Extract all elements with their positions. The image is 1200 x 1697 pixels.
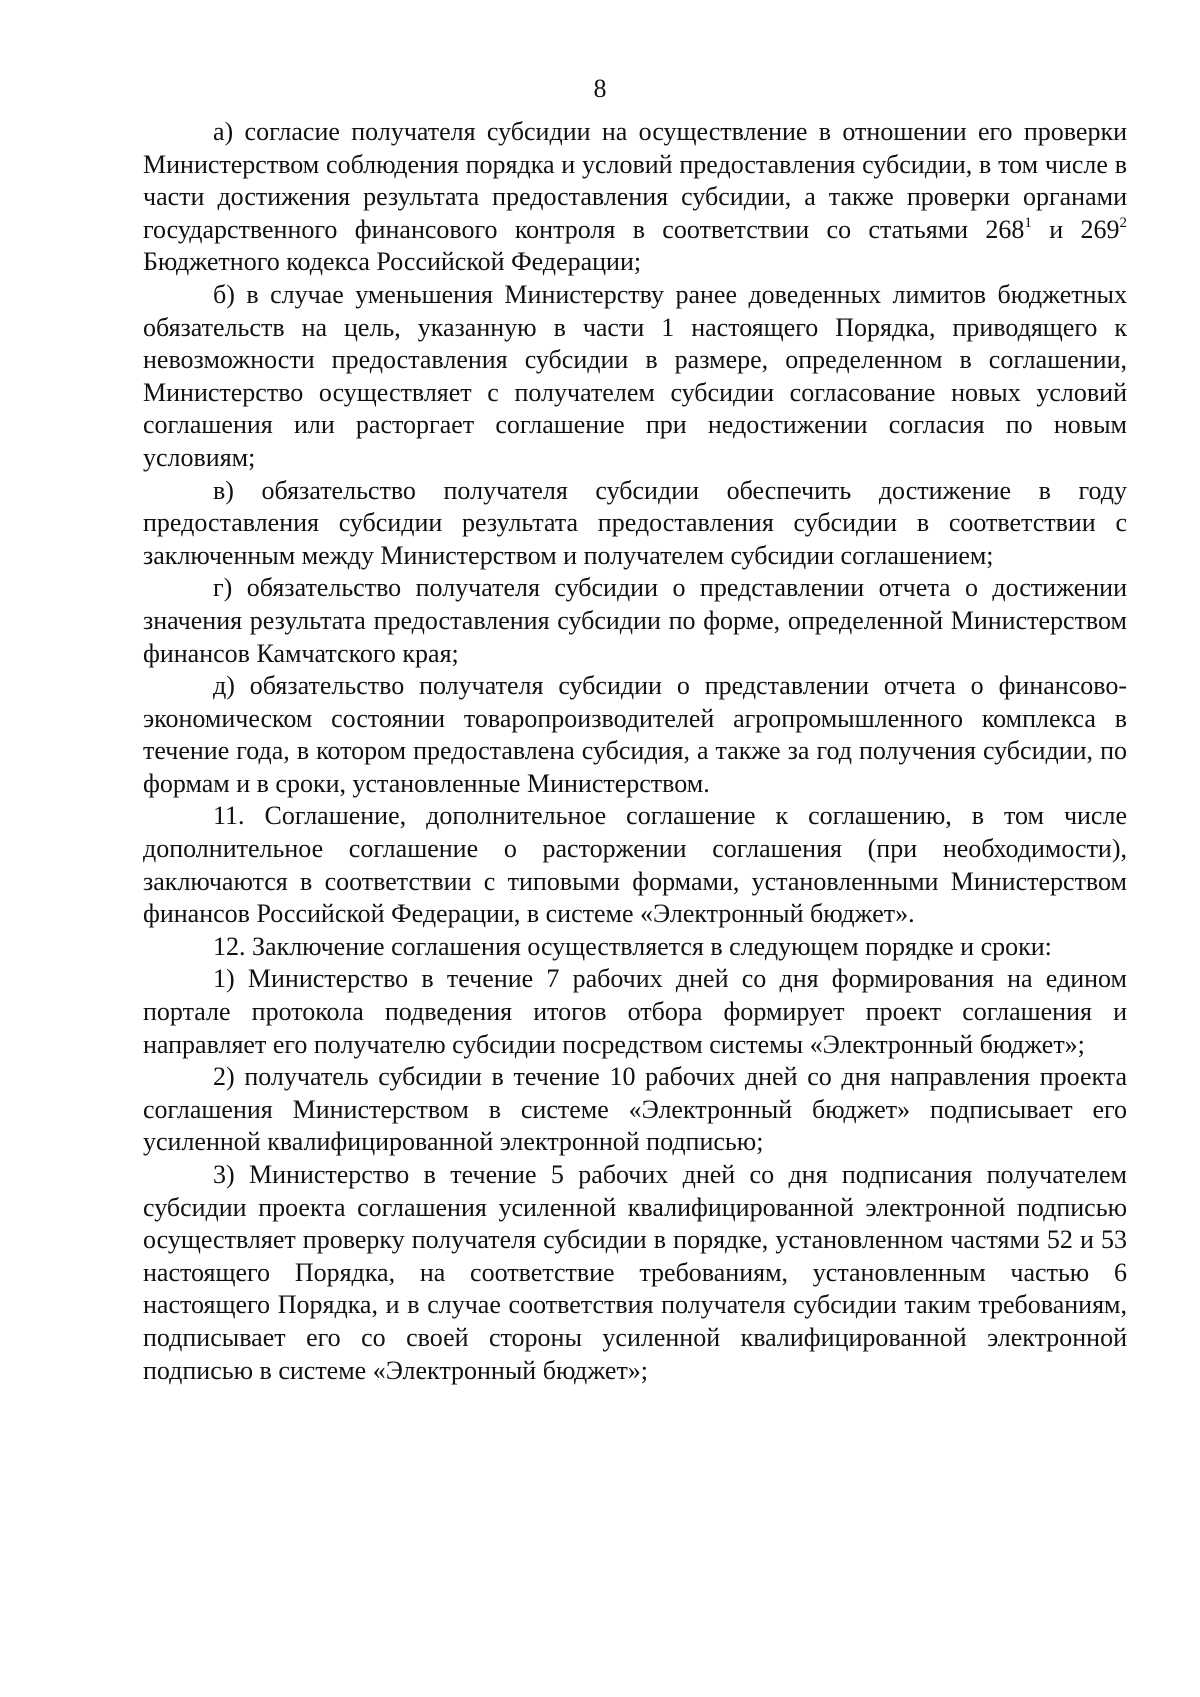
paragraph-b: б) в случае уменьшения Министерству ранее доведенных лимитов бюджетных обязательств на цель, указанную в части 1 настоящего Порядка, приводящего к невозможности предоставления субсидии в размере, определенном в соглашении, Министерство осуществляет с получателем субсидии согласование новых условий соглашения или расторгает соглашение при недостижении согласия по новым условиям; (143, 279, 1127, 472)
superscript-2: 2 (1119, 214, 1127, 231)
page-number: 8 (593, 74, 607, 103)
paragraph-v: в) обязательство получателя субсидии обеспечить достижение в году предоставления субсидии результата предоставления субсидии в соответствии с заключенным между Министерством и получателем субсидии соглашением; (143, 475, 1127, 570)
paragraph-d: д) обязательство получателя субсидии о представлении отчета о финансово-экономическом состоянии товаропроизводителей агропромышленного комплекса в течение года, в котором предоставлена субсидия, а также за год получения субсидии, по формам и в сроки, установленные Министерством. (143, 671, 1127, 798)
paragraph-g: г) обязательство получателя субсидии о представлении отчета о достижении значения результата предоставления субсидии по форме, определенной Министерством финансов Камчатского края; (143, 573, 1127, 668)
paragraph-11: 11. Соглашение, дополнительное соглашение к соглашению, в том числе дополнительное соглашение о расторжении соглашения (при необходимости), заключаются в соответствии с типовыми формами, установленными Министерством финансов Российской Федерации, в системе «Электронный бюджет». (143, 801, 1127, 929)
paragraph-a-text: а) согласие получателя субсидии на осуществление в отношении его проверки Министерством соблюдения порядка и условий предоставления субсидии, в том числе в части достижения результата предоставления субсидии, а также проверки органами государственного финансового контроля в соответствии со статьями 268 (143, 117, 1127, 244)
paragraph-a-tail: Бюджетного кодекса Российской Федерации; (143, 247, 642, 277)
paragraph-12: 12. Заключение соглашения осуществляется в следующем порядке и сроки: (213, 931, 1052, 961)
superscript-1: 1 (1024, 214, 1032, 231)
paragraph-a-mid: и 269 (1031, 214, 1120, 244)
paragraph-a (143, 116, 1127, 279)
subparagraph-2: 2) получатель субсидии в течение 10 рабочих дней со дня направления проекта соглашения Министерством в системе «Электронный бюджет» подписывает его усиленной квалифицированной электронной подписью; (143, 1062, 1127, 1157)
subparagraph-3: 3) Министерство в течение 5 рабочих дней со дня подписания получателем субсидии проекта соглашения усиленной квалифицированной электронной подписью осуществляет проверку получателя субсидии в порядке, установленном частями 52 и 53 настоящего Порядка, на соответствие требованиям, установленным частью 6 настоящего Порядка, и в случае соответствия получателя субсидии таким требованиям, подписывает его со своей стороны усиленной квалифицированной электронной подписью в системе «Электронный бюджет»; (143, 1160, 1127, 1385)
document-body (143, 116, 1127, 1387)
subparagraph-1: 1) Министерство в течение 7 рабочих дней со дня формирования на едином портале протокола подведения итогов отбора формирует проект соглашения и направляет его получателю субсидии посредством системы «Электронный бюджет»; (143, 964, 1127, 1059)
